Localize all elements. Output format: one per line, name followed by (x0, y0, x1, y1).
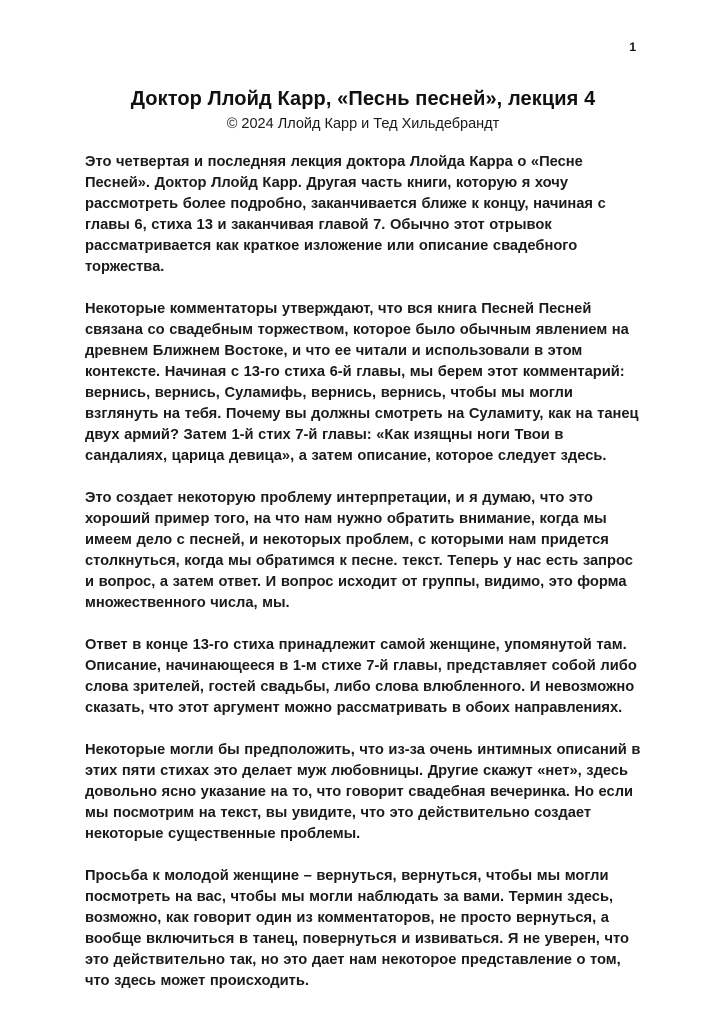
page-number: 1 (629, 40, 636, 54)
paragraph: Это четвертая и последняя лекция доктора Ллойда Карра о «Песне Песней». Доктор Ллойд Карр. Другая часть книги, которую я хочу рассмотреть более подробно, заканчивается ближе к концу, начиная с главы 6, стиха 13 и заканчивая главой 7. Обычно этот отрывок рассматривается как краткое изложение или описание свадебного торжества. (85, 154, 606, 275)
paragraph: Некоторые комментаторы утверждают, что вся книга Песней Песней связана со свадебным торжеством, которое было обычным явлением на древнем Ближнем Востоке, и что ее читали и использовали в этом контексте. Начиная с 13-го стиха 6-й главы, мы берем этот комментарий: вернись, вернись, Суламифь, вернись, вернись, чтобы мы могли взглянуть на тебя. Почему вы должны смотреть на Суламиту, как на танец двух армий? Затем 1-й стих 7-й главы: «Как изящны ноги Твои в сандалиях, царица девица», а затем описание, которое следует здесь. (85, 301, 639, 464)
paragraph: Просьба к молодой женщине – вернуться, вернуться, чтобы мы могли посмотреть на вас, чтобы мы могли наблюдать за вами. Термин здесь, возможно, как говорит один из комментаторов, не просто вернуться, а вообще включиться в танец, повернуться и извиваться. Я не уверен, что это действительно так, но это дает нам некоторое представление о том, что здесь может происходить. (85, 868, 629, 989)
body-text (85, 152, 641, 992)
document-content (85, 86, 641, 1013)
document-title: Доктор Ллойд Карр, «Песнь песней», лекция 4 (130, 88, 596, 110)
paragraph: Это создает некоторую проблему интерпретации, и я думаю, что это хороший пример того, на что нам нужно обратить внимание, когда мы имеем дело с песней, и некоторых проблем, с которыми нам придется столкнуться, когда мы обратимся к песне. текст. Теперь у нас есть запрос и вопрос, а затем ответ. И вопрос исходит от группы, видимо, это форма множественного числа, мы. (85, 490, 633, 611)
paragraph: Некоторые могли бы предположить, что из-за очень интимных описаний в этих пяти стихах это делает муж любовницы. Другие скажут «нет», здесь довольно ясно указание на то, что говорит свадебная вечеринка. Но если мы посмотрим на текст, вы увидите, что это действительно создает некоторые существенные проблемы. (85, 742, 641, 842)
copyright-line: © 2024 Ллойд Карр и Тед Хильдебрандт (226, 116, 500, 132)
paragraph: Ответ в конце 13-го стиха принадлежит самой женщине, упомянутой там. Описание, начинающееся в 1-м стихе 7-й главы, представляет собой либо слова зрителей, гостей свадьбы, либо слова влюбленного. И невозможно сказать, что этот аргумент можно рассматривать в обоих направлениях. (85, 637, 637, 716)
